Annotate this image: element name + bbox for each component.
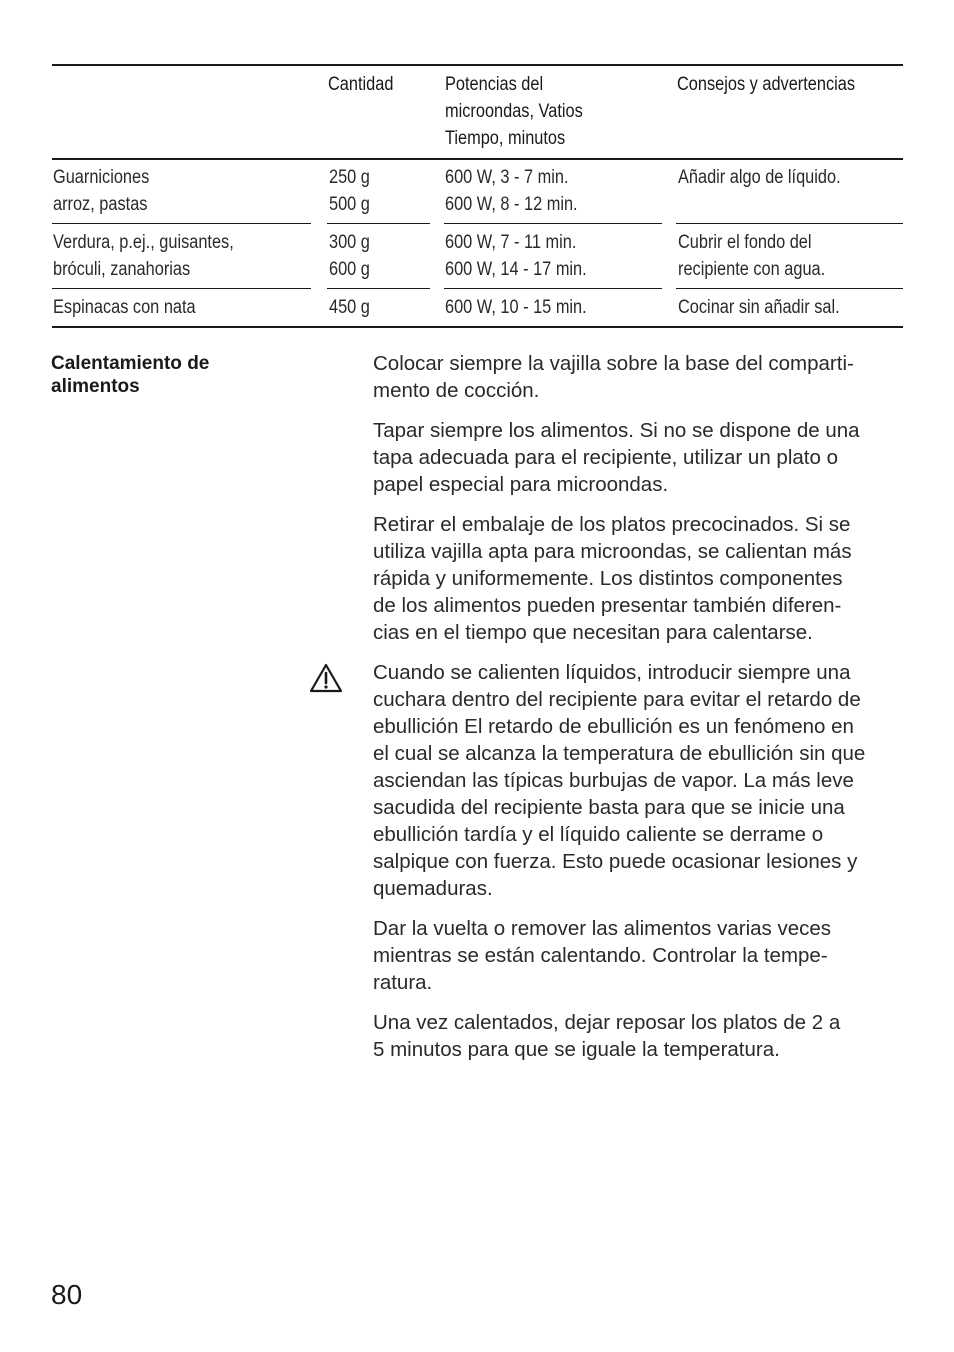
row-separator	[52, 288, 311, 289]
paragraph: Dar la vuelta o remover las alimentos varias veces mientras se están calentando. Controlar la tempe- ratura.	[373, 917, 832, 994]
row3-power: 600 W, 10 - 15 min.	[445, 297, 587, 318]
header-cantidad: Cantidad	[328, 74, 394, 95]
row3-food: Espinacas con nata	[53, 297, 196, 318]
warning-triangle-icon	[309, 663, 343, 693]
section-body	[373, 350, 903, 1076]
row-separator	[444, 223, 662, 224]
row-separator	[444, 288, 662, 289]
paragraph: Retirar el embalaje de los platos precocinados. Si se utiliza vajilla apta para microondas, se calientan más rápida y uniformemente. Los distintos componentes de los alimentos pueden presentar también diferen- cias en el tiempo que necesitan para calentarse.	[373, 513, 852, 644]
row3-tips: Cocinar sin añadir sal.	[678, 297, 840, 318]
paragraph: Una vez calentados, dejar reposar los platos de 2 a 5 minutos para que se iguale la temperatura.	[373, 1011, 841, 1061]
row1-quantity: 250 g 500 g	[329, 167, 370, 215]
table-bottom-rule	[52, 326, 903, 328]
row1-tips: Añadir algo de líquido.	[678, 167, 841, 188]
row1-food: Guarniciones arroz, pastas	[53, 167, 150, 215]
row2-food: Verdura, p.ej., guisantes, bróculi, zanahorias	[53, 232, 234, 280]
warning-paragraph: Cuando se calienten líquidos, introducir siempre una cuchara dentro del recipiente para evitar el retardo de ebullición El retardo de ebullición es un fenómeno en el cual se alcanza la temperatura de ebullición sin que asciendan las típicas burbujas de vapor. La más leve sacudida del recipiente basta para que se inicie una ebullición tardía y el líquido caliente se derrame o salpique con fuerza. Esto puede ocasionar lesiones y quemaduras.	[373, 661, 866, 900]
row-separator	[676, 288, 903, 289]
row-separator	[327, 223, 430, 224]
row1-power: 600 W, 3 - 7 min. 600 W, 8 - 12 min.	[445, 167, 578, 215]
row2-power: 600 W, 7 - 11 min. 600 W, 14 - 17 min.	[445, 232, 587, 280]
paragraph: Tapar siempre los alimentos. Si no se dispone de una tapa adecuada para el recipiente, utilizar un plato o papel especial para microondas.	[373, 419, 860, 496]
row2-quantity: 300 g 600 g	[329, 232, 370, 280]
row-separator	[676, 223, 903, 224]
header-consejos: Consejos y advertencias	[677, 74, 856, 95]
paragraph: Colocar siempre la vajilla sobre la base del comparti- mento de cocción.	[373, 352, 854, 402]
header-potencias: Potencias del microondas, Vatios Tiempo, minutos	[445, 74, 583, 149]
section-title: Calentamiento de alimentos	[51, 353, 210, 397]
row-separator	[52, 223, 311, 224]
row-separator	[327, 288, 430, 289]
table-top-rule	[52, 64, 903, 66]
row3-quantity: 450 g	[329, 297, 370, 318]
row2-tips: Cubrir el fondo del recipiente con agua.	[678, 232, 826, 280]
table-header-rule	[52, 158, 903, 160]
page-number: 80	[51, 1279, 83, 1310]
